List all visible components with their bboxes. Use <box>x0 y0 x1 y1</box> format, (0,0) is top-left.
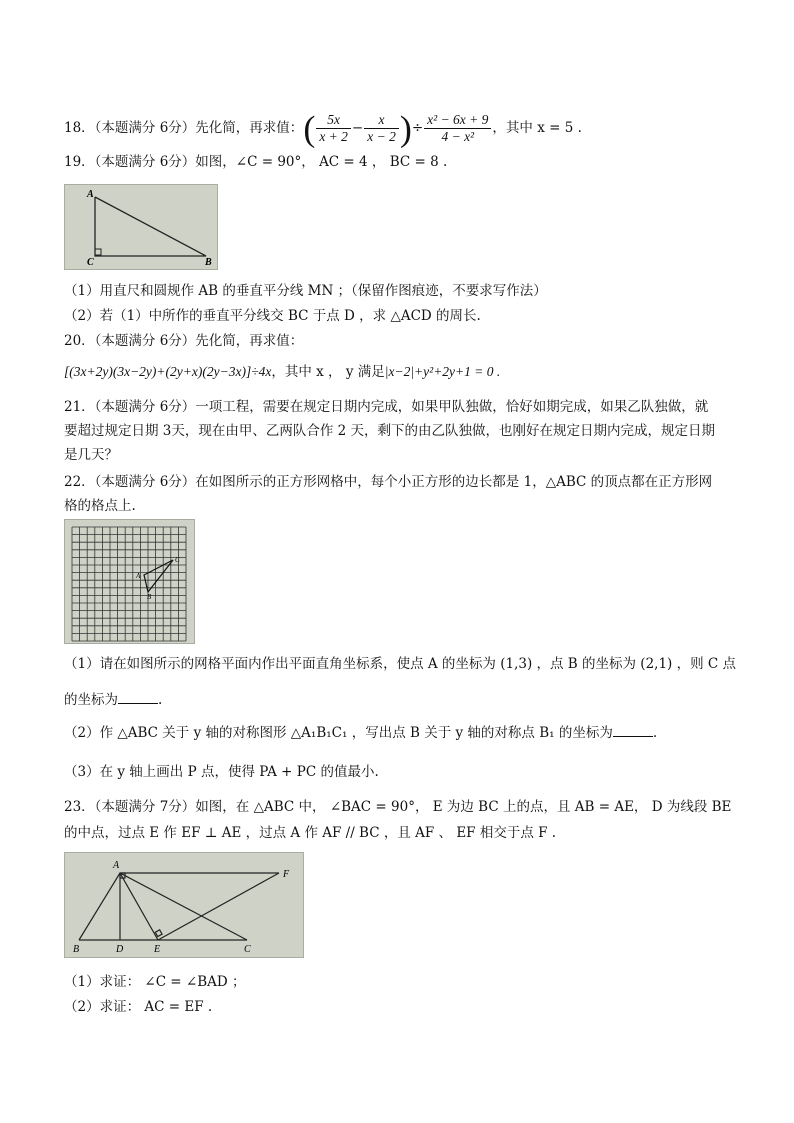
answer-blank <box>118 689 158 704</box>
q23-line2: 的中点，过点 E 作 EF ⊥ AE ，过点 A 作 AF // BC ，且 AF 、 EF 相交于点 F . <box>64 825 557 841</box>
divide-sign: ÷ <box>411 120 424 136</box>
frac-numerator: x² − 6x + 9 <box>424 112 491 129</box>
q20-expression: [(3x+2y)(3x−2y)+(2y+x)(2y−3x)]÷4x <box>64 364 272 379</box>
q23-diagram <box>65 853 303 957</box>
q19-line: 19．（本题满分 6分）如图，∠C = 90°， AC = 4 ， BC = 8 . <box>64 154 448 170</box>
answer-blank <box>613 722 653 737</box>
q18-suffix: ，其中 x = 5 . <box>492 120 582 136</box>
q18-frac1 <box>316 112 351 145</box>
label-c: C <box>87 257 94 268</box>
label-b: B <box>73 944 80 955</box>
q19-triangle <box>65 185 217 269</box>
q22-part2: （2）作 △ABC 关于 y 轴的对称图形 △A₁B₁C₁ ，写出点 B 关于 y 轴的对称点 B₁ 的坐标为 <box>64 725 613 741</box>
q23-part2: （2）求证： AC = EF . <box>64 999 213 1015</box>
frac-numerator: x <box>364 112 399 129</box>
q21-line1: 21．（本题满分 6分）一项工程，需要在规定日期内完成，如果甲队独做，恰好如期完成，如果乙队独做，就 <box>64 399 709 415</box>
q20-condition: |x−2|+y²+2y+1 = 0 . <box>384 364 501 379</box>
period: . <box>652 725 658 741</box>
label-a: A <box>136 572 141 580</box>
q18-frac2 <box>364 112 399 145</box>
q18-line <box>64 108 582 148</box>
period: . <box>158 692 163 708</box>
label-a: A <box>87 189 94 200</box>
q20-expression-line <box>64 362 500 382</box>
q22-line2: 格的格点上. <box>64 498 136 514</box>
minus-sign: − <box>351 120 364 136</box>
label-c: C <box>175 556 180 564</box>
q22-part1b-line <box>64 689 162 710</box>
q22-line1: 22．（本题满分 6分）在如图所示的正方形网格中，每个小正方形的边长都是 1，△ABC 的顶点都在正方形网 <box>64 474 713 490</box>
q19-figure <box>64 184 218 270</box>
label-a: A <box>113 860 120 871</box>
label-d: D <box>116 944 124 955</box>
q19-part1: （1）用直尺和圆规作 AB 的垂直平分线 MN ；（保留作图痕迹，不要求写作法） <box>64 283 547 299</box>
q22-grid-figure <box>64 519 195 644</box>
q22-part1a: （1）请在如图所示的网格平面内作出平面直角坐标系，使点 A 的坐标为 (1,3) ，点 B 的坐标为 (2,1) ，则 C 点 <box>64 656 737 672</box>
q19-part2: （2）若（1）中所作的垂直平分线交 BC 于点 D ，求 △ACD 的周长. <box>64 308 481 324</box>
frac-denominator: 4 − x² <box>441 129 475 144</box>
q23-figure <box>64 852 304 958</box>
right-paren: ) <box>399 108 412 149</box>
left-paren: ( <box>303 108 316 149</box>
q22-grid <box>65 520 194 643</box>
q18-prefix: 18．（本题满分 6分）先化简，再求值： <box>64 120 304 136</box>
q22-part2-line <box>64 722 657 743</box>
frac-denominator: x + 2 <box>319 129 348 144</box>
q21-line3: 是几天？ <box>64 447 118 463</box>
q23-line1: 23．（本题满分 7分）如图，在 △ABC 中， ∠BAC = 90°， E 为边 BC 上的点，且 AB = AE， D 为线段 BE <box>64 799 732 815</box>
q23-part1: （1）求证： ∠C = ∠BAD ； <box>64 974 246 990</box>
q22-part1b: 的坐标为 <box>64 692 118 708</box>
label-f: F <box>283 869 290 880</box>
q20-middle: ，其中 x ， y 满足 <box>271 364 385 380</box>
q21-line2: 要超过规定日期 3天，现在由甲、乙两队合作 2 天，剩下的由乙队独做，也刚好在规定日期内完成，规定日期 <box>64 423 716 439</box>
q20-line: 20．（本题满分 6分）先化简，再求值： <box>64 333 304 349</box>
frac-numerator: 5x <box>316 112 351 129</box>
label-b: B <box>205 257 212 268</box>
q18-frac3 <box>424 112 491 145</box>
label-c: C <box>244 944 251 955</box>
label-b: B <box>147 593 152 601</box>
frac-denominator: x − 2 <box>367 129 396 144</box>
label-e: E <box>154 944 161 955</box>
q22-part3: （3）在 y 轴上画出 P 点，使得 PA + PC 的值最小. <box>64 764 379 780</box>
